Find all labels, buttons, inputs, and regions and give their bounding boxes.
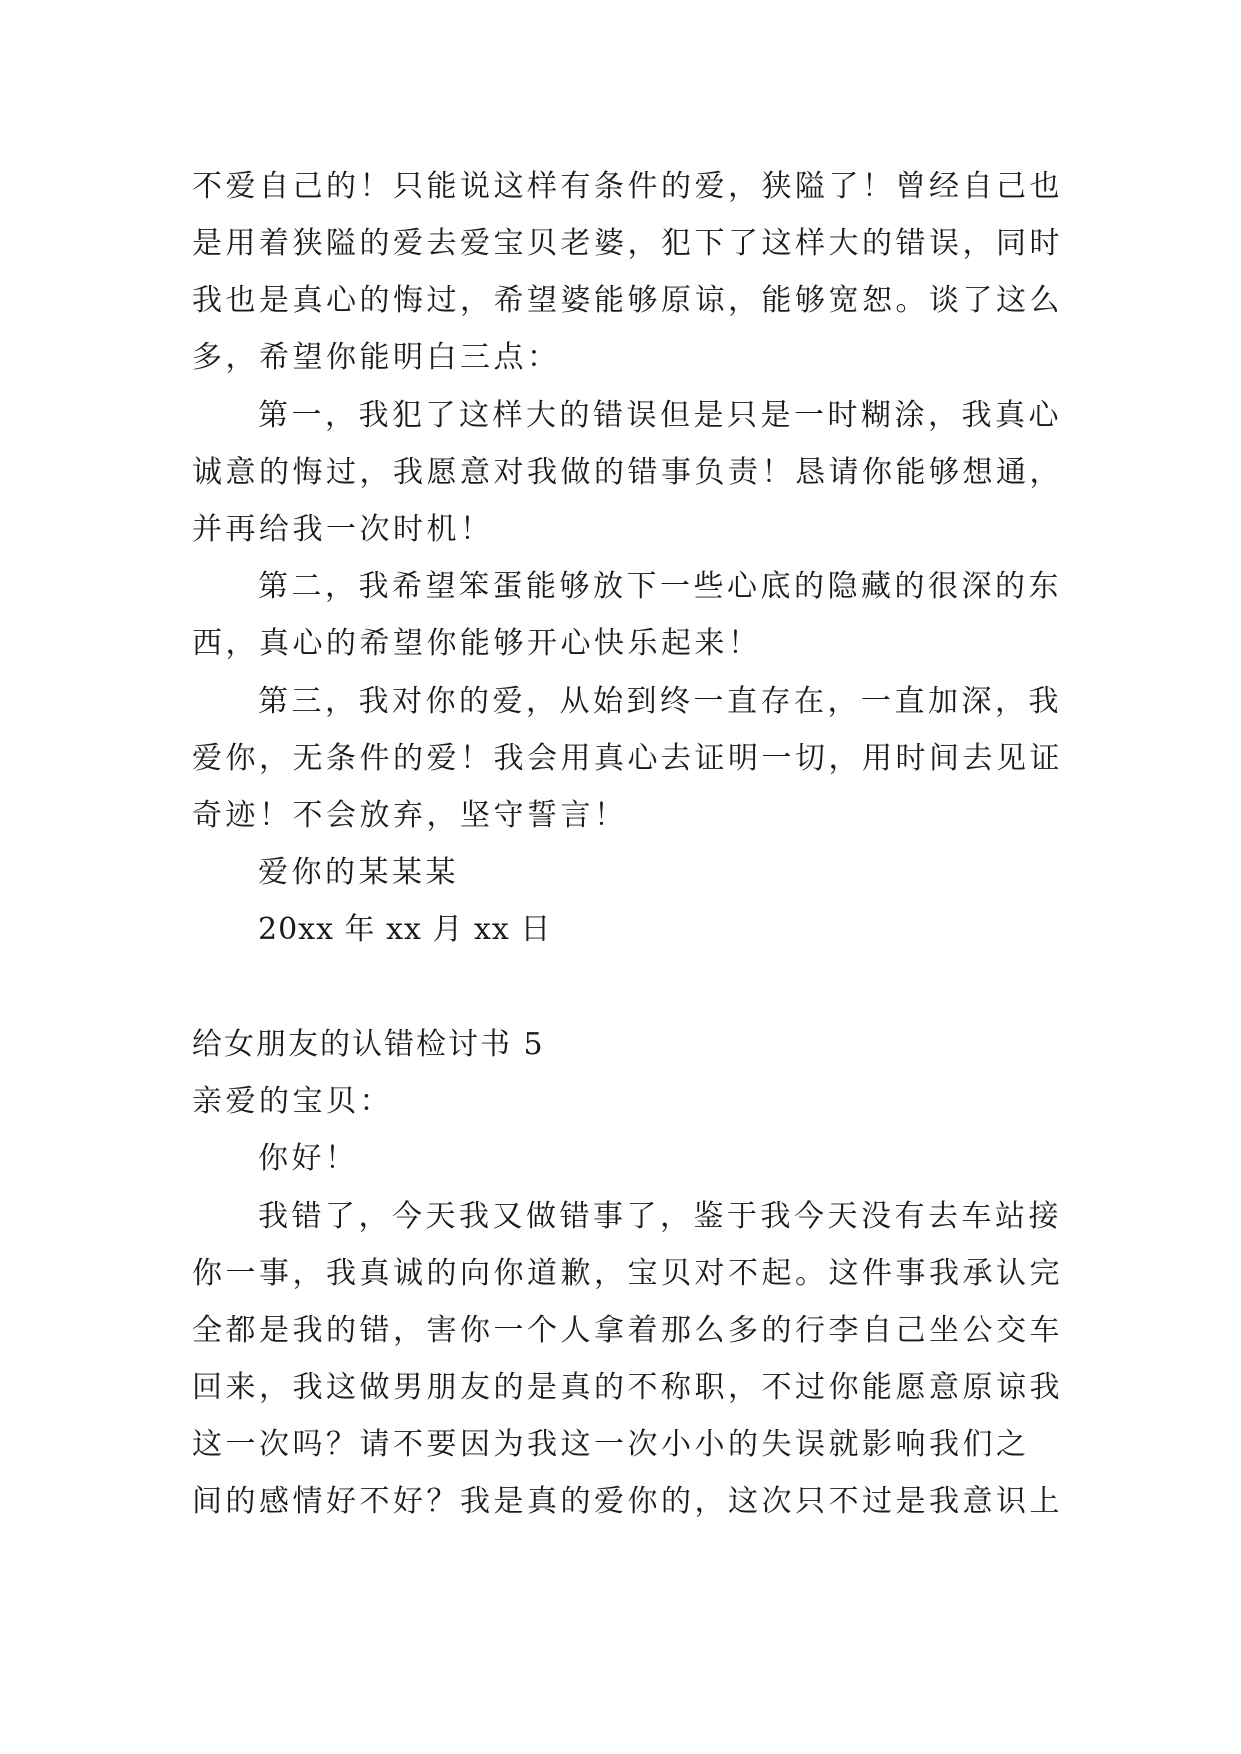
- salutation: 亲爱的宝贝：: [192, 1084, 393, 1119]
- text-line: 我错了，今天我又做错事了，鉴于我今天没有去车站接: [258, 1199, 1062, 1234]
- section-title: 给女朋友的认错检讨书 5: [192, 1027, 545, 1062]
- text-line: 第三，我对你的爱，从始到终一直存在，一直加深，我: [258, 684, 1062, 719]
- signature: 爱你的某某某: [258, 855, 459, 890]
- text-line: 第一，我犯了这样大的错误但是只是一时糊涂，我真心: [258, 398, 1062, 433]
- text-line: 爱你，无条件的爱！我会用真心去证明一切，用时间去见证: [192, 741, 1063, 776]
- text-line: 不爱自己的！只能说这样有条件的爱，狭隘了！曾经自己也: [192, 169, 1063, 204]
- text-line: 并再给我一次时机！: [192, 512, 494, 547]
- text-line: 这一次吗？请不要因为我这一次小小的失误就影响我们之: [192, 1427, 1030, 1462]
- text-line: 回来，我这做男朋友的是真的不称职，不过你能愿意原谅我: [192, 1370, 1063, 1405]
- text-line: 多，希望你能明白三点：: [192, 340, 561, 375]
- text-line: 你一事，我真诚的向你道歉，宝贝对不起。这件事我承认完: [192, 1256, 1063, 1291]
- text-line: 是用着狭隘的爱去爱宝贝老婆，犯下了这样大的错误，同时: [192, 226, 1063, 261]
- text-line: 间的感情好不好？我是真的爱你的，这次只不过是我意识上: [192, 1484, 1063, 1519]
- text-line: 全都是我的错，害你一个人拿着那么多的行李自己坐公交车: [192, 1313, 1063, 1348]
- date: 20xx 年 xx 月 xx 日: [258, 912, 552, 947]
- text-line: 我也是真心的悔过，希望婆能够原谅，能够宽恕。谈了这么: [192, 283, 1063, 318]
- text-line: 第二，我希望笨蛋能够放下一些心底的隐藏的很深的东: [258, 569, 1062, 604]
- text-line: 西，真心的希望你能够开心快乐起来！: [192, 626, 762, 661]
- text-line: 诚意的悔过，我愿意对我做的错事负责！恳请你能够想通，: [192, 455, 1063, 490]
- text-line: 奇迹！不会放弃，坚守誓言！: [192, 798, 628, 833]
- greeting: 你好！: [258, 1141, 359, 1176]
